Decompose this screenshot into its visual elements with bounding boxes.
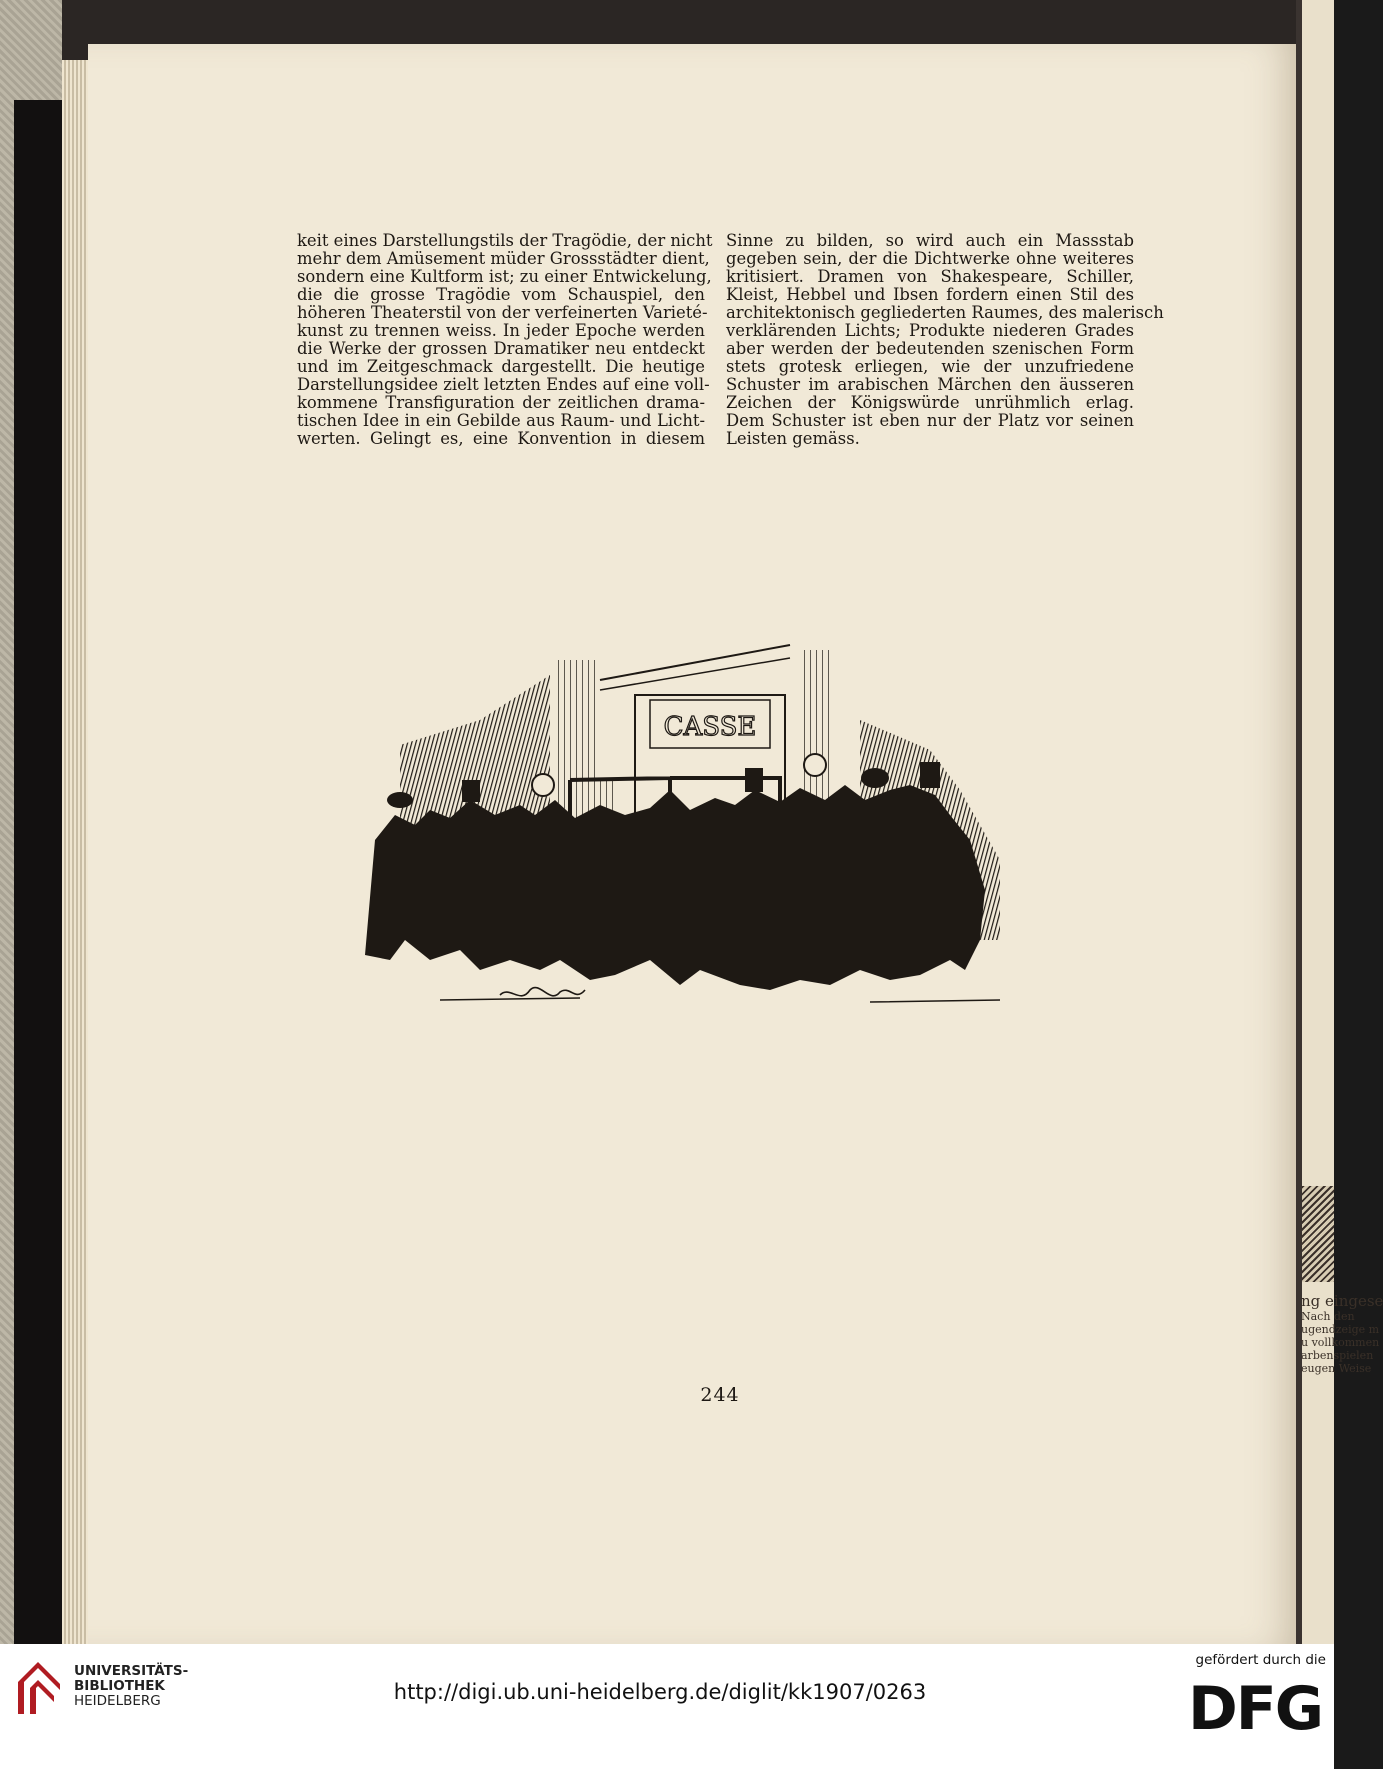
page-number: 244 <box>700 1384 740 1406</box>
funded-by-label: gefördert durch die <box>1195 1652 1326 1668</box>
hat <box>861 768 889 788</box>
text-line: tischen Idee in ein Gebilde aus Raum- und Licht- <box>297 411 705 430</box>
next-page-text <box>1301 1292 1383 1375</box>
text-line: Darstellungsidee zielt letzten Endes auf eine voll- <box>297 375 710 394</box>
top-hat <box>920 762 940 788</box>
street-line <box>440 998 1000 1002</box>
artist-signature <box>500 988 585 996</box>
dfg-logo: DFG <box>1188 1674 1323 1744</box>
university-library-logo-icon <box>14 1656 64 1718</box>
text-line: kritisiert. Dramen von Shakespeare, Schiller, <box>726 267 1134 286</box>
institution-line: BIBLIOTHEK <box>74 1678 165 1694</box>
next-page-line: u vollkommen <box>1301 1336 1380 1349</box>
next-page-line: eugen Weise <box>1301 1362 1372 1375</box>
top-hat <box>462 780 480 802</box>
institution-name <box>74 1664 188 1709</box>
next-page-line: arbenspielen <box>1301 1349 1374 1362</box>
lamp <box>804 754 826 776</box>
theatre-box-office-illustration <box>360 640 1060 1110</box>
text-line: und im Zeitgeschmack dargestellt. Die heutige <box>297 357 705 376</box>
institution-line: UNIVERSITÄTS- <box>74 1663 189 1679</box>
text-column-right <box>726 231 1164 448</box>
top-hat <box>745 768 763 792</box>
text-line: aber werden der bedeutenden szenischen Form <box>726 339 1134 358</box>
text-line: die Werke der grossen Dramatiker neu entdeckt <box>297 339 705 358</box>
text-line: Zeichen der Königswürde unrühmlich erlag. <box>726 393 1134 412</box>
next-page-line: Nach den <box>1301 1310 1355 1323</box>
text-line: Dem Schuster ist eben nur der Platz vor seinen <box>726 411 1134 430</box>
institution-line: HEIDELBERG <box>74 1693 161 1709</box>
viewer-footer <box>0 1644 1334 1769</box>
text-line: architektonisch gegliederten Raumes, des malerisch <box>726 303 1164 322</box>
next-page-line: ng eingese <box>1301 1292 1383 1310</box>
hat <box>387 792 413 808</box>
decorated-initial <box>1302 1186 1334 1282</box>
text-line: werten. Gelingt es, eine Konvention in diesem <box>297 429 705 448</box>
text-line: höheren Theaterstil von der verfeinerten Varieté- <box>297 303 708 322</box>
text-line: die die grosse Tragödie vom Schauspiel, den <box>297 285 705 304</box>
text-line: stets grotesk erliegen, wie der unzufriedene <box>726 357 1134 376</box>
text-line: gegeben sein, der die Dichtwerke ohne weiteres <box>726 249 1134 268</box>
text-column-left <box>297 231 713 448</box>
text-line: keit eines Darstellungstils der Tragödie, der nicht <box>297 231 713 250</box>
crowd <box>365 785 985 990</box>
next-page-line: ugendzeige m <box>1301 1323 1380 1336</box>
text-line: kunst zu trennen weiss. In jeder Epoche werden <box>297 321 705 340</box>
permalink[interactable]: http://digi.ub.uni-heidelberg.de/diglit/kk1907/0263 <box>393 1680 927 1704</box>
sign-text: CASSE <box>663 712 757 742</box>
text-line: Sinne zu bilden, so wird auch ein Massstab <box>726 231 1134 250</box>
lamp <box>532 774 554 796</box>
text-line: sondern eine Kultform ist; zu einer Entwickelung, <box>297 267 712 286</box>
text-line: verklärenden Lichts; Produkte niederen Grades <box>726 321 1134 340</box>
text-line: Schuster im arabischen Märchen den äusseren <box>726 375 1134 394</box>
text-line: kommene Transfiguration der zeitlichen drama- <box>297 393 705 412</box>
text-line: Kleist, Hebbel und Ibsen fordern einen Stil des <box>726 285 1134 304</box>
book-spine <box>14 100 62 1644</box>
text-line: Leisten gemäss. <box>726 429 860 448</box>
text-line: mehr dem Amüsement müder Grossstädter dient, <box>297 249 710 268</box>
